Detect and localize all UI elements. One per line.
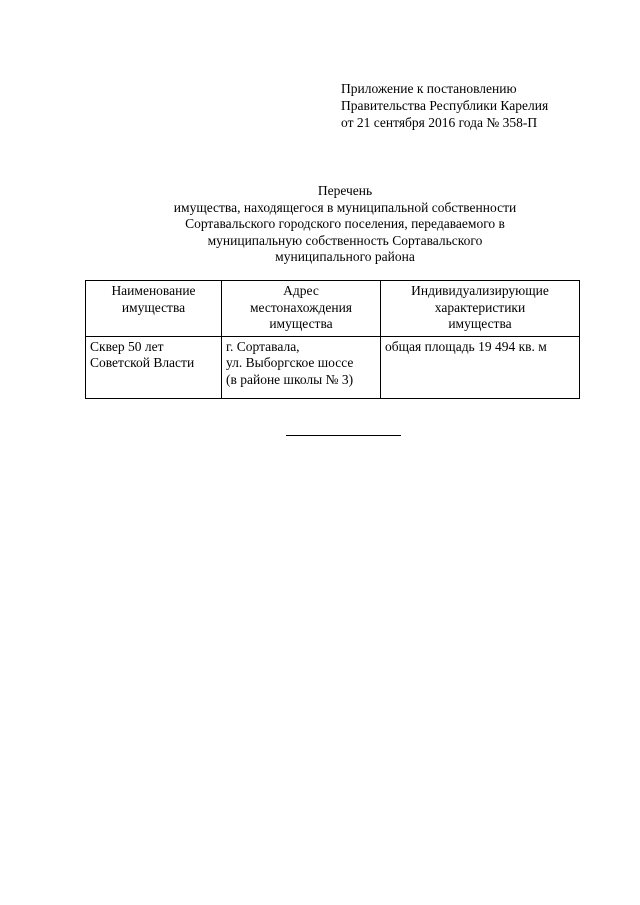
header-address: Адрес местонахождения имущества — [222, 281, 381, 337]
appendix-line: Приложение к постановлению — [341, 81, 517, 96]
appendix-line: от 21 сентября 2016 года № 358-П — [341, 115, 538, 130]
property-table — [85, 280, 580, 399]
cell-name: Сквер 50 лет Советской Власти — [86, 336, 222, 398]
table-row — [86, 336, 580, 398]
title-heading: Перечень — [317, 183, 373, 198]
cell-characteristics: общая площадь 19 494 кв. м — [381, 336, 580, 398]
title-line: муниципальную собственность Сортавальского — [207, 232, 483, 248]
footer-divider — [286, 435, 401, 436]
appendix-line: Правительства Республики Карелия — [341, 98, 549, 113]
title-line: муниципального района — [275, 249, 415, 264]
title-line: имущества, находящегося в муниципальной собственности — [173, 199, 517, 215]
header-characteristics: Индивидуализирующие характеристики имущества — [381, 281, 580, 337]
cell-address: г. Сортавала, ул. Выборгское шоссе (в районе школы № 3) — [222, 336, 381, 398]
header-name: Наименование имущества — [86, 281, 222, 337]
appendix-header — [341, 80, 548, 131]
document-title — [100, 183, 590, 266]
title-line: Сортавальского городского поселения, передаваемого в — [185, 216, 505, 231]
table-header-row — [86, 281, 580, 337]
